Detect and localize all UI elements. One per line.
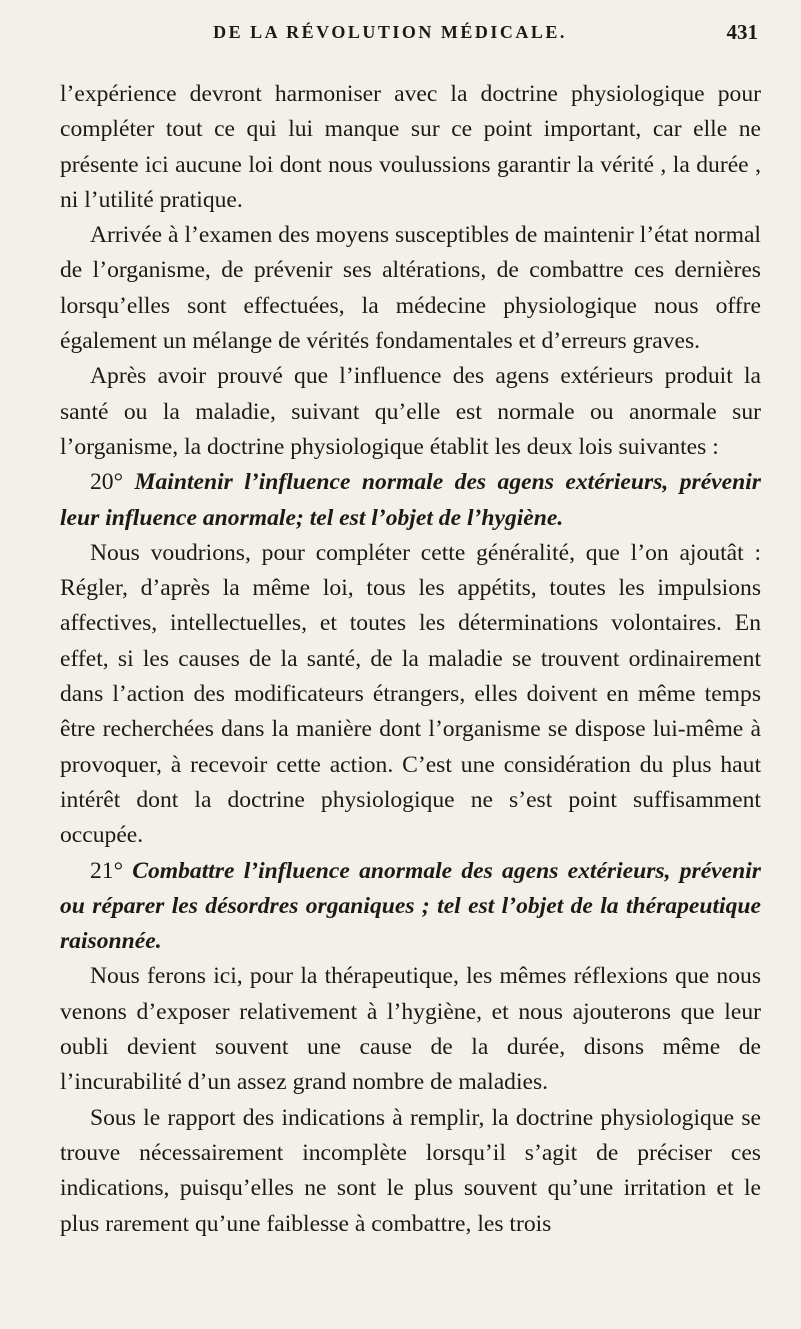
paragraph-text: Arrivée à l’examen des moyens susceptibles de maintenir l’état normal de l’organisme, de prévenir ses altérations, de combattre ces dernières lorsqu’elles sont effectuées, la médecine physiologique nous offre également un mélange de vérités fondamentales et d’erreurs graves. <box>60 222 761 355</box>
rule-text: Maintenir l’influence normale des agens extérieurs, prévenir leur influence anormale; tel est l’objet de l’hygiène. <box>60 469 761 531</box>
page-number: 431 <box>726 20 758 44</box>
paragraph-text: l’expérience devront harmoniser avec la doctrine physiologique pour compléter tout ce qui lui manque sur ce point important, car elle ne présente ici aucune loi dont nous voulussions garantir la vérité , la durée , ni l’utilité pratique. <box>60 81 761 213</box>
paragraph <box>60 536 761 854</box>
rule-number: 21° <box>90 857 124 884</box>
running-title: DE LA RÉVOLUTION MÉDICALE. <box>213 22 567 42</box>
paragraph <box>60 1101 761 1242</box>
rule-number: 20° <box>90 469 124 496</box>
rule-text: Combattre l’influence anormale des agens extérieurs, prévenir ou réparer les désordres organiques ; tel est l’objet de la thérapeutique raisonnée. <box>60 857 761 955</box>
page-header <box>60 14 760 44</box>
rule-paragraph <box>60 465 761 536</box>
paragraph-text: Nous voudrions, pour compléter cette généralité, que l’on ajoutât : Régler, d’après la même loi, tous les appétits, toutes les impulsions affectives, intellectuelles, et toutes les déterminations volontaires. En effet, si les causes de la santé, de la maladie se trouvent ordinairement dans l’action des modificateurs étrangers, elles doivent en même temps être recherchées dans la manière dont l’organisme se dispose lui-même à provoquer, à recevoir cette action. C’est une considération du plus haut intérêt dont la doctrine physiologique ne s’est point suffisamment occupée. <box>60 539 761 849</box>
rule-paragraph <box>60 854 761 960</box>
paragraph-text: Sous le rapport des indications à remplir, la doctrine physiologique se trouve nécessairement incomplète lorsqu’il s’agit de préciser ces indications, puisqu’elles ne sont le plus souvent qu’une irritation et le plus rarement qu’une faiblesse à combattre, les trois <box>60 1104 761 1237</box>
paragraph <box>60 359 761 465</box>
paragraph <box>60 218 761 359</box>
paragraph-text: Après avoir prouvé que l’influence des agens extérieurs produit la santé ou la maladie, suivant qu’elle est normale ou anormale sur l’organisme, la doctrine physiologique établit les deux lois suivantes : <box>60 363 761 460</box>
paragraph-text: Nous ferons ici, pour la thérapeutique, les mêmes réflexions que nous venons d’exposer relativement à l’hygiène, et nous ajouterons que leur oubli devient souvent une cause de la durée, disons même de l’incurabilité d’un assez grand nombre de maladies. <box>60 963 761 1096</box>
paragraph <box>60 959 761 1100</box>
body-text <box>60 77 761 1242</box>
paragraph <box>60 77 761 218</box>
